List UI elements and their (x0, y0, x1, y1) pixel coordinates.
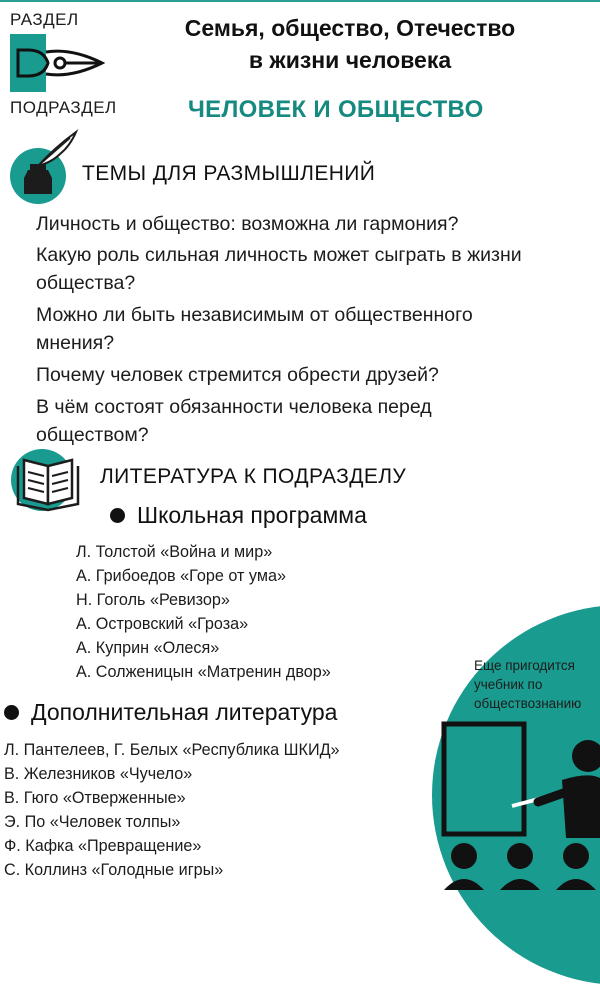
textbook-note (474, 656, 581, 713)
list-item: Л. Пантелеев, Г. Белых «Республика ШКИД» (4, 741, 340, 759)
open-book-icon (10, 448, 90, 512)
list-item: Н. Гоголь «Ревизор» (76, 591, 230, 609)
topics-heading: ТЕМЫ ДЛЯ РАЗМЫШЛЕНИЙ (82, 162, 376, 185)
note-line: обществознанию (474, 696, 582, 711)
list-item: Э. По «Человек толпы» (4, 813, 181, 831)
list-item: А. Куприн «Олеся» (76, 639, 220, 657)
additional-literature-heading (4, 699, 337, 726)
list-item: А. Грибоедов «Горе от ума» (76, 567, 286, 585)
list-item: В. Гюго «Отверженные» (4, 789, 186, 807)
school-program-heading (110, 502, 367, 529)
literature-heading: ЛИТЕРАТУРА К ПОДРАЗДЕЛУ (100, 465, 407, 488)
top-accent-line (0, 0, 600, 2)
topic-line: Какую роль сильная личность может сыграть в жизни (36, 244, 522, 266)
list-item: А. Островский «Гроза» (76, 615, 249, 633)
topic-line: мнения? (36, 332, 115, 354)
bullet-dot (4, 705, 19, 720)
topic-line: Почему человек стремится обрести друзей? (36, 364, 439, 386)
list-item: В. Железников «Чучело» (4, 765, 193, 783)
section-title (150, 12, 550, 76)
inkwell-quill-icon (8, 128, 82, 204)
school-book-list (76, 540, 331, 684)
list-item: Ф. Кафка «Превращение» (4, 837, 202, 855)
pen-nib-icon (10, 34, 106, 92)
note-line: учебник по (474, 677, 543, 692)
topic-line: В чём состоят обязанности человека перед (36, 396, 432, 418)
section-label: РАЗДЕЛ (10, 10, 79, 29)
topic-line: общества? (36, 272, 136, 294)
bullet-dot (110, 508, 125, 523)
list-item: А. Солженицын «Матренин двор» (76, 663, 331, 681)
list-item: Л. Толстой «Война и мир» (76, 543, 273, 561)
subsection-label: ПОДРАЗДЕЛ (10, 98, 117, 117)
topic-line: Личность и общество: возможна ли гармония? (36, 213, 459, 235)
subsection-title: ЧЕЛОВЕК И ОБЩЕСТВО (188, 96, 484, 123)
school-program-title: Школьная программа (137, 502, 367, 528)
additional-book-list (4, 738, 340, 882)
students-icon (440, 838, 600, 890)
topic-line: обществом? (36, 424, 149, 446)
section-title-line: в жизни человека (248, 47, 452, 73)
list-item: С. Коллинз «Голодные игры» (4, 861, 224, 879)
topic-line: Можно ли быть независимым от общественного (36, 304, 473, 326)
additional-literature-title: Дополнительная литература (31, 699, 338, 725)
note-line: Еще пригодится (474, 658, 575, 673)
section-title-line: Семья, общество, Отечество (184, 15, 516, 41)
